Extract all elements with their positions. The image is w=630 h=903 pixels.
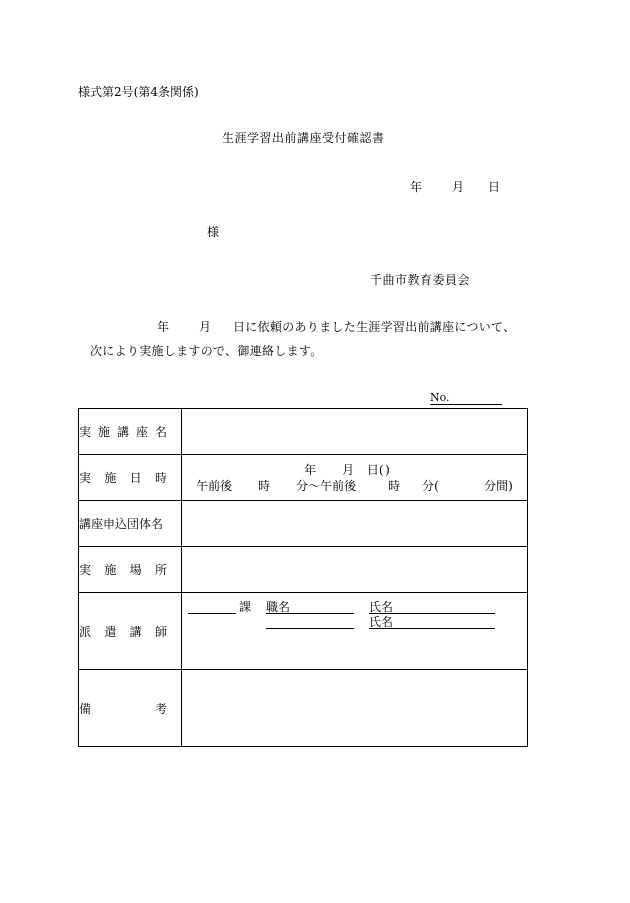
instructor-label bbox=[79, 593, 182, 670]
place-label bbox=[79, 547, 182, 593]
date-month: 月 bbox=[342, 462, 355, 477]
label-char: 時 bbox=[154, 471, 167, 485]
date-weekday-close: ) bbox=[385, 462, 390, 477]
form-number-label: 様式第2号(第4条関係) bbox=[78, 85, 199, 99]
date-label bbox=[79, 455, 182, 501]
row-place bbox=[79, 547, 528, 593]
row-group bbox=[79, 501, 528, 547]
name-label-2: 氏名 bbox=[369, 615, 394, 629]
row-instructor bbox=[79, 593, 528, 670]
end-hour: 時 bbox=[388, 478, 401, 493]
group-label: 講座申込団体名 bbox=[79, 501, 182, 547]
label-char: 考 bbox=[154, 701, 167, 716]
remarks-field[interactable] bbox=[182, 670, 528, 747]
label-char: 派 bbox=[79, 624, 92, 639]
date-day: 日( bbox=[366, 462, 384, 477]
request-month-label: 月 bbox=[199, 320, 212, 334]
label-char: 遣 bbox=[104, 624, 117, 639]
number-label: No. bbox=[430, 391, 450, 404]
body-line-2: 次により実施しますので、御連絡します。 bbox=[90, 344, 323, 358]
number-blank-line bbox=[430, 404, 502, 405]
label-char: 座 bbox=[135, 425, 148, 439]
addressee-suffix: 様 bbox=[207, 225, 220, 239]
row-remarks bbox=[79, 670, 528, 747]
position-line-2 bbox=[266, 628, 354, 629]
issuer-name: 千曲市教育委員会 bbox=[370, 273, 471, 287]
date-year: 年 bbox=[304, 462, 317, 477]
remarks-label bbox=[79, 670, 182, 747]
label-char: 所 bbox=[154, 563, 167, 577]
request-form-table bbox=[78, 408, 528, 747]
label-char: 師 bbox=[154, 624, 167, 639]
issue-month-label: 月 bbox=[452, 180, 465, 194]
instructor-field[interactable] bbox=[182, 593, 528, 670]
label-char: 日 bbox=[129, 471, 142, 485]
document-title: 生涯学習出前講座受付確認書 bbox=[222, 131, 385, 145]
place-field[interactable] bbox=[182, 547, 528, 593]
request-year-label: 年 bbox=[157, 320, 170, 334]
start-ampm: 午前後 bbox=[196, 478, 233, 493]
start-minute-end-ampm: 分〜午前後 bbox=[296, 478, 357, 493]
issue-day-label: 日 bbox=[488, 180, 501, 194]
row-date bbox=[79, 455, 528, 501]
position-label: 職名 bbox=[266, 600, 291, 614]
section-blank-line bbox=[188, 613, 236, 614]
body-line-1 bbox=[157, 321, 515, 333]
name-label-1: 氏名 bbox=[369, 600, 394, 614]
label-char: 施 bbox=[104, 563, 117, 577]
duration: 分間) bbox=[484, 478, 513, 493]
issue-date bbox=[410, 181, 500, 193]
label-char: 名 bbox=[154, 425, 167, 439]
group-field[interactable] bbox=[182, 501, 528, 547]
label-char: 講 bbox=[116, 425, 129, 439]
label-char: 実 bbox=[79, 425, 92, 439]
body-line-1-rest: 日に依頼のありました生涯学習出前講座について、 bbox=[233, 320, 516, 334]
issue-year-label: 年 bbox=[410, 180, 423, 194]
label-char: 実 bbox=[79, 563, 92, 577]
row-course-name bbox=[79, 409, 528, 455]
course-name-label bbox=[79, 409, 182, 455]
label-char: 施 bbox=[104, 471, 117, 485]
end-minute: 分( bbox=[422, 478, 439, 493]
section-label: 課 bbox=[239, 600, 252, 614]
label-char: 備 bbox=[79, 701, 92, 716]
label-char: 場 bbox=[129, 563, 142, 577]
date-field[interactable] bbox=[182, 455, 528, 501]
label-char: 講 bbox=[129, 624, 142, 639]
start-hour: 時 bbox=[258, 478, 271, 493]
label-char: 実 bbox=[79, 471, 92, 485]
course-name-field[interactable] bbox=[182, 409, 528, 455]
label-char: 施 bbox=[97, 425, 110, 439]
